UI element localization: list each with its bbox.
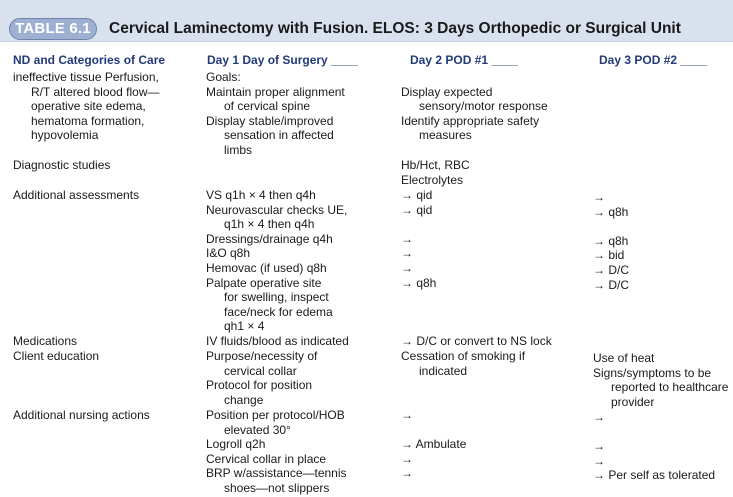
cell-line: → xyxy=(593,190,605,204)
cell-line: Hemovac (if used) q8h xyxy=(206,260,327,275)
cell-line: sensation in affected xyxy=(224,128,334,143)
cell-line: IV fluids/blood as indicated xyxy=(206,334,349,348)
cell-line: → D/C xyxy=(593,262,629,277)
row-education-day1 xyxy=(206,349,317,407)
cell-line: Hb/Hct, RBC xyxy=(401,158,470,172)
cell-line: → Ambulate xyxy=(401,437,467,452)
cell-line: Use of heat xyxy=(593,351,655,365)
cell-line: → q8h xyxy=(401,275,437,290)
cell-line: I&O q8h xyxy=(206,246,251,261)
cell-line: for swelling, inspect xyxy=(224,290,329,305)
cell-line: sensory/motor response xyxy=(419,99,548,114)
cell-line: measures xyxy=(419,128,472,143)
row-assessments-category xyxy=(13,188,139,203)
cell-line: indicated xyxy=(419,363,468,378)
cell-line: of cervical spine xyxy=(224,99,311,114)
cell-line: qh1 × 4 xyxy=(224,319,265,334)
cell-line: → q8h xyxy=(593,204,629,219)
cell-line: Palpate operative site xyxy=(206,275,322,290)
cell-line: provider xyxy=(611,394,655,409)
table-number-badge: TABLE 6.1 xyxy=(9,18,97,40)
row-medications-category xyxy=(13,334,77,349)
cell-line: Signs/symptoms to be xyxy=(593,365,712,380)
cell-line: Logroll q2h xyxy=(206,437,266,452)
cell-line xyxy=(401,423,466,438)
cell-line: → qid xyxy=(401,202,433,217)
table-title-bar xyxy=(0,0,733,42)
header-day1: Day 1 Day of Surgery ____ xyxy=(207,53,358,67)
cell-line: → xyxy=(401,260,413,275)
cell-line: Purpose/necessity of xyxy=(206,349,318,363)
cell-line xyxy=(401,70,548,85)
cell-line: Medications xyxy=(13,334,78,348)
cell-line: Electrolytes xyxy=(401,172,464,187)
row-education-category xyxy=(13,349,99,364)
cell-line xyxy=(401,217,436,232)
cell-line: face/neck for edema xyxy=(224,304,333,319)
row-diagnostic-day2 xyxy=(401,158,470,187)
cell-line: → xyxy=(401,246,413,261)
header-categories: ND and Categories of Care xyxy=(13,53,166,67)
cell-line: → xyxy=(401,408,413,422)
cell-line: → D/C or convert to NS lock xyxy=(401,334,552,348)
cell-line: Additional nursing actions xyxy=(13,408,150,422)
row-perfusion-day2 xyxy=(401,70,548,143)
cell-line: Identify appropriate safety xyxy=(401,113,540,128)
cell-line: Maintain proper alignment xyxy=(206,84,345,99)
cell-line: operative site edema, xyxy=(31,99,146,114)
cell-line: → D/C xyxy=(593,277,629,292)
cell-line: q1h × 4 then q4h xyxy=(224,217,315,232)
row-nursing-day3 xyxy=(593,410,715,483)
row-assessments-day3 xyxy=(593,190,629,292)
cell-line: VS q1h × 4 then q4h xyxy=(206,188,316,202)
row-medications-day2 xyxy=(401,334,552,349)
cell-line xyxy=(593,219,629,234)
row-nursing-day1 xyxy=(206,408,347,496)
row-diagnostic-category xyxy=(13,158,110,173)
row-medications-day1 xyxy=(206,334,349,349)
cell-line: Cervical collar in place xyxy=(206,451,327,466)
cell-line: Goals: xyxy=(206,70,241,84)
row-perfusion-category xyxy=(13,70,160,143)
cell-line: Client education xyxy=(13,349,100,363)
cell-line: Additional assessments xyxy=(13,188,140,202)
cell-line: Neurovascular checks UE, xyxy=(206,202,348,217)
cell-line: Protocol for position xyxy=(206,378,313,393)
cell-line xyxy=(593,425,715,440)
cell-line: → xyxy=(401,466,413,481)
cell-line: → xyxy=(593,410,605,424)
cell-line: Cessation of smoking if xyxy=(401,349,526,363)
cell-line: hematoma formation, xyxy=(31,113,145,128)
row-assessments-day2 xyxy=(401,188,436,290)
row-education-day2 xyxy=(401,349,525,378)
cell-line: Display expected xyxy=(401,84,493,99)
row-perfusion-day1 xyxy=(206,70,345,158)
cell-line: ineffective tissue Perfusion, xyxy=(13,70,159,84)
cell-line: Position per protocol/HOB xyxy=(206,408,345,422)
row-nursing-category xyxy=(13,408,150,423)
header-day3: Day 3 POD #2 ____ xyxy=(599,53,708,67)
cell-line: hypovolemia xyxy=(31,128,99,143)
cell-line: → q8h xyxy=(593,233,629,248)
row-assessments-day1 xyxy=(206,188,347,334)
row-education-day3 xyxy=(593,351,728,409)
cell-line: limbs xyxy=(224,142,253,157)
cell-line: change xyxy=(224,392,264,407)
cell-line: BRP w/assistance—tennis xyxy=(206,466,347,481)
cell-line: → xyxy=(401,231,413,246)
header-day2: Day 2 POD #1 ____ xyxy=(410,53,519,67)
cell-line: → xyxy=(401,451,413,466)
cell-line: Dressings/drainage q4h xyxy=(206,231,333,246)
cell-line: Display stable/improved xyxy=(206,113,334,128)
cell-line: cervical collar xyxy=(224,363,297,378)
cell-line: elevated 30° xyxy=(224,422,291,437)
cell-line: → bid xyxy=(593,248,625,263)
table-title: Cervical Laminectomy with Fusion. ELOS: 3 Days Orthopedic or Surgical Unit xyxy=(109,20,681,37)
cell-line: → xyxy=(593,453,605,468)
row-nursing-day2 xyxy=(401,408,466,481)
cell-line: → xyxy=(593,439,605,454)
cell-line: shoes—not slippers xyxy=(224,480,330,495)
cell-line: → qid xyxy=(401,188,433,202)
cell-line: reported to healthcare xyxy=(611,380,729,395)
cell-line: R/T altered blood flow— xyxy=(31,84,160,99)
cell-line: Diagnostic studies xyxy=(13,158,111,172)
cell-line: → Per self as tolerated xyxy=(593,468,716,483)
